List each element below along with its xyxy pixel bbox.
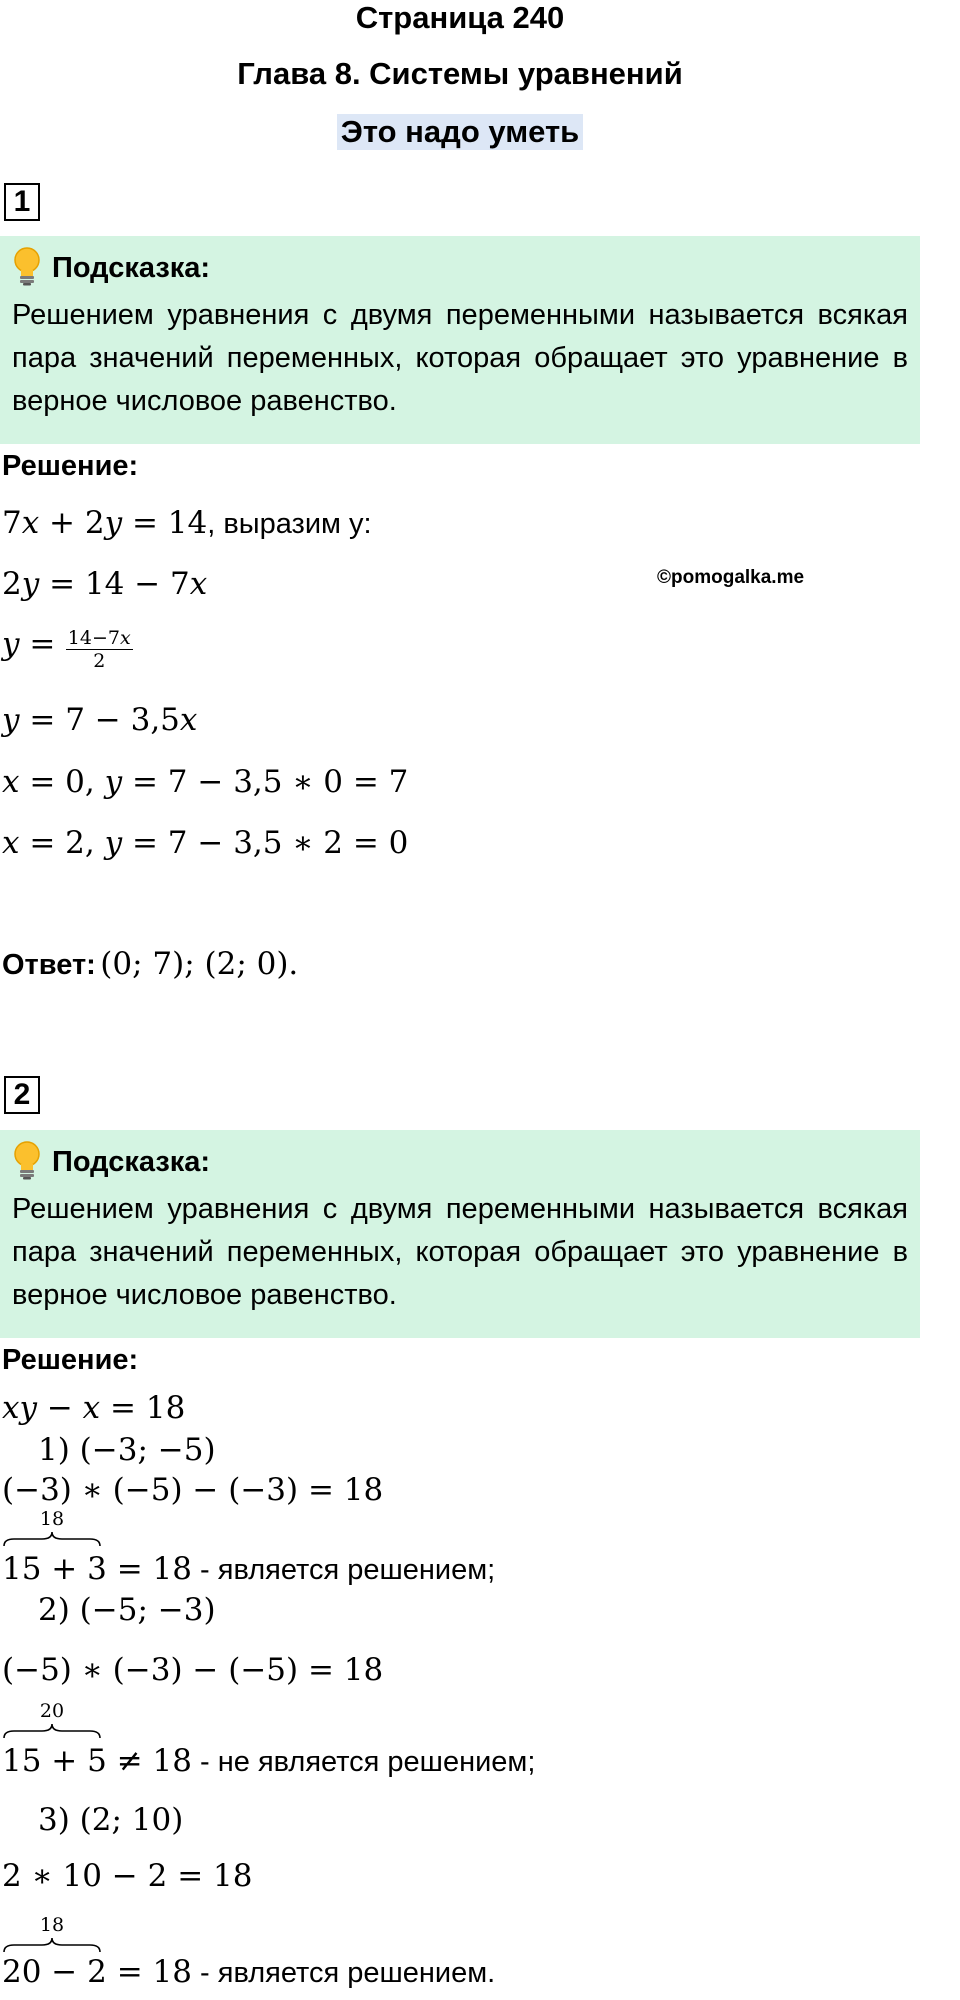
fraction-numerator: 14−7𝑥 bbox=[67, 627, 131, 650]
case-2-calc: (−5) ∗ (−3) − (−5) = 18 bbox=[2, 1652, 384, 1688]
result-math: = 18 bbox=[106, 1954, 192, 1990]
lightbulb-icon bbox=[12, 1140, 42, 1185]
brace-value: 20 bbox=[39, 1700, 65, 1722]
page-title: Страница 240 bbox=[355, 0, 565, 35]
watermark: ©pomogalka.me bbox=[657, 567, 805, 588]
solution-label: Решение: bbox=[2, 450, 139, 482]
solution-label: Решение: bbox=[2, 1344, 139, 1376]
hint-box-1 bbox=[0, 236, 920, 444]
task-number-1: 1 bbox=[4, 183, 40, 221]
fraction bbox=[66, 627, 133, 672]
lightbulb-icon bbox=[12, 246, 42, 291]
brace-value: 18 bbox=[39, 1914, 65, 1936]
solution-line-6: 𝑥 = 2, 𝑦 = 7 − 3,5 ∗ 2 = 0 bbox=[2, 825, 409, 861]
chapter-title: Глава 8. Системы уравнений bbox=[237, 56, 683, 91]
result-math: = 18 bbox=[106, 1551, 192, 1587]
brace-expression: 15 + 5 bbox=[2, 1743, 107, 1779]
brace-value: 18 bbox=[39, 1508, 65, 1530]
section-title-wrap bbox=[0, 114, 920, 150]
section-title: Это надо уметь bbox=[337, 114, 583, 150]
case-1-calc: (−3) ∗ (−5) − (−3) = 18 bbox=[2, 1472, 384, 1508]
comment: , выразим y: bbox=[207, 508, 372, 540]
case-2-result bbox=[2, 1743, 535, 1779]
solution-line-3 bbox=[2, 626, 133, 672]
hint-box-2 bbox=[0, 1130, 920, 1338]
result-text: - не является решением; bbox=[192, 1746, 536, 1778]
result-text: - является решением; bbox=[192, 1554, 496, 1586]
case-3-brace bbox=[2, 1914, 102, 1954]
solution-line-4: 𝑦 = 7 − 3,5𝑥 bbox=[2, 702, 198, 738]
hint-header bbox=[12, 246, 908, 290]
hint-text: Решением уравнения с двумя переменными называется всякая пара значений переменных, которая обращает это уравнение в верное числовое равенство. bbox=[12, 299, 908, 417]
case-3-label: 3) (2; 10) bbox=[38, 1802, 184, 1838]
overbrace-icon bbox=[2, 1936, 102, 1954]
case-1-brace bbox=[2, 1508, 102, 1548]
answer-label: Ответ: bbox=[2, 949, 96, 981]
case-2-label: 2) (−5; −3) bbox=[38, 1592, 216, 1628]
brace-expression: 15 + 3 bbox=[2, 1551, 107, 1587]
hint-text: Решением уравнения с двумя переменными называется всякая пара значений переменных, которая обращает это уравнение в верное числовое равенство. bbox=[12, 1193, 908, 1311]
case-3-result bbox=[2, 1954, 495, 1990]
hint-header bbox=[12, 1140, 908, 1184]
fraction-denominator: 2 bbox=[93, 650, 106, 673]
fraction-lhs: 𝑦 = bbox=[2, 626, 56, 662]
case-2-brace bbox=[2, 1700, 102, 1740]
case-1-result bbox=[2, 1551, 495, 1587]
equation: 𝑥𝑦 − 𝑥 = 18 bbox=[2, 1390, 186, 1426]
result-text: - является решением. bbox=[192, 1957, 496, 1989]
hint-title: Подсказка: bbox=[52, 1145, 211, 1178]
equation: 7𝑥 + 2𝑦 = 14 bbox=[2, 505, 208, 541]
case-3-calc: 2 ∗ 10 − 2 = 18 bbox=[2, 1858, 253, 1894]
answer-value: (0; 7); (2; 0). bbox=[100, 946, 299, 982]
overbrace-icon bbox=[2, 1722, 102, 1740]
task-number-2: 2 bbox=[4, 1076, 40, 1114]
hint-title: Подсказка: bbox=[52, 251, 211, 284]
answer-line bbox=[2, 946, 298, 982]
solution-line-1 bbox=[2, 505, 372, 541]
solution-line-5: 𝑥 = 0, 𝑦 = 7 − 3,5 ∗ 0 = 7 bbox=[2, 764, 409, 800]
overbrace-icon bbox=[2, 1530, 102, 1548]
result-math: ≠ 18 bbox=[106, 1743, 192, 1779]
solution-line-2: 2𝑦 = 14 − 7𝑥 bbox=[2, 566, 208, 602]
case-1-label: 1) (−3; −5) bbox=[38, 1432, 216, 1468]
brace-expression: 20 − 2 bbox=[2, 1954, 107, 1990]
